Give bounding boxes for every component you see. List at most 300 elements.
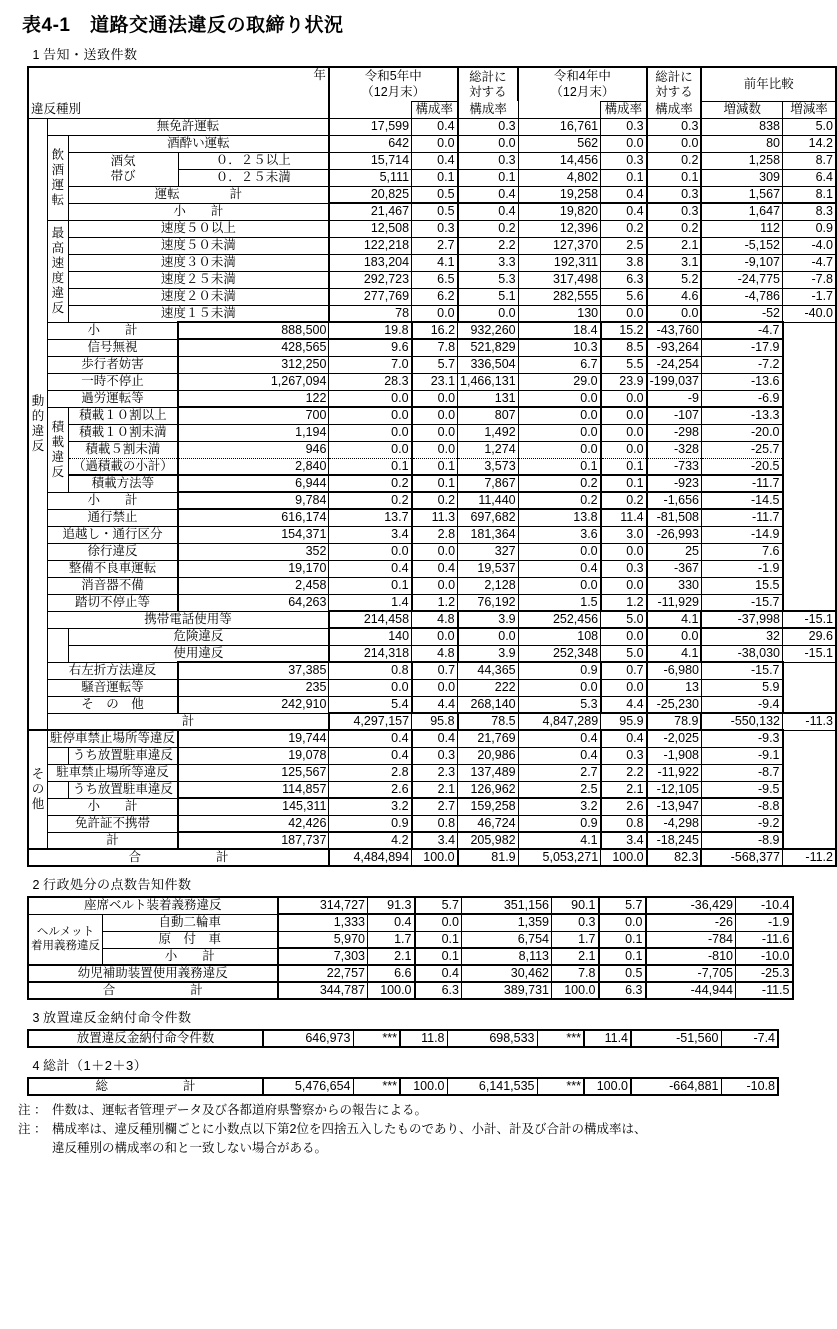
cell-prev-ratio: 0.0: [518, 679, 601, 696]
cell-prev-total-ratio: 0.1: [601, 458, 647, 475]
cell-current-ratio: 6.5: [412, 271, 458, 288]
header-diff-count: 増減数: [701, 101, 782, 118]
cell-prev-count: 327: [458, 543, 519, 560]
cell-diff-rate: -20.5: [701, 458, 782, 475]
footnotes: [18, 1101, 837, 1157]
header-current-count: [329, 101, 412, 118]
table-row: [28, 849, 836, 866]
cell-diff-count: 838: [701, 118, 782, 135]
cell-current-total-ratio: 0.3: [458, 118, 519, 135]
cell-diff-rate: -7.4: [721, 1030, 778, 1047]
cell-diff-rate: 5.0: [783, 118, 836, 135]
cell-current-ratio: 0.0: [329, 441, 412, 458]
table-row: [28, 305, 836, 322]
cell-diff-count: -1,656: [647, 492, 702, 509]
row-label: 幼児補助装置使用義務違反: [28, 965, 278, 982]
cell-prev-count: 126,962: [458, 781, 519, 798]
section-heading-2: [18, 874, 837, 893]
table-row: [28, 560, 836, 577]
cell-current-count: 17,599: [329, 118, 412, 135]
cell-current-total-ratio: 3.4: [412, 832, 458, 849]
cell-diff-rate: -11.2: [783, 849, 836, 866]
cell-prev-count: 222: [458, 679, 519, 696]
cell-current-ratio: 0.4: [329, 747, 412, 764]
cell-current-count: 7,303: [278, 948, 368, 965]
row-label: ０．２５以上: [178, 152, 329, 169]
header-prev-total-ratio: 構成率: [647, 101, 702, 118]
cell-current-total-ratio: 0.4: [458, 203, 519, 220]
cell-current-count: 114,857: [178, 781, 329, 798]
cell-current-ratio: 0.0: [329, 407, 412, 424]
table-grand-total: [27, 1077, 779, 1096]
cell-current-ratio: 4.8: [412, 645, 458, 662]
cell-current-count: 78: [329, 305, 412, 322]
table-row: [28, 152, 836, 169]
vertical-label: 飲 酒 運 転: [47, 135, 68, 220]
cell-diff-count: -24,775: [701, 271, 782, 288]
table-row: [28, 611, 836, 628]
cell-diff-rate: -15.1: [783, 611, 836, 628]
cell-current-total-ratio: 0.0: [412, 577, 458, 594]
cell-diff-rate: -15.1: [783, 645, 836, 662]
cell-current-total-ratio: 0.3: [412, 747, 458, 764]
cell-current-total-ratio: 0.1: [415, 931, 462, 948]
cell-prev-total-ratio: 4.6: [647, 288, 702, 305]
cell-prev-ratio: 5.0: [601, 611, 647, 628]
cell-current-total-ratio: 0.1: [412, 475, 458, 492]
cell-current-count: 2,458: [178, 577, 329, 594]
cell-current-count: 20,825: [329, 186, 412, 203]
row-label: 小 計: [103, 948, 278, 965]
table-abandoned-fines: [27, 1029, 779, 1048]
cell-prev-ratio: 29.0: [518, 373, 601, 390]
cell-prev-count: 268,140: [458, 696, 519, 713]
cell-prev-ratio: 18.4: [518, 322, 601, 339]
row-label: 速度２５未満: [68, 271, 329, 288]
cell-current-total-ratio: 11.3: [412, 509, 458, 526]
cell-current-count: 5,476,654: [263, 1078, 353, 1095]
cell-current-total-ratio: 0.4: [412, 730, 458, 747]
cell-prev-count: 16,761: [518, 118, 601, 135]
cell-diff-count: -664,881: [631, 1078, 721, 1095]
cell-prev-total-ratio: 4.1: [647, 645, 702, 662]
cell-current-count: 5,970: [278, 931, 368, 948]
section-heading-4: [18, 1055, 837, 1074]
cell-diff-count: -810: [646, 948, 736, 965]
cell-prev-total-ratio: 0.2: [601, 492, 647, 509]
cell-current-count: 125,567: [178, 764, 329, 781]
cell-diff-rate: -4.7: [701, 322, 782, 339]
table-row: [28, 897, 793, 914]
table-row: [28, 339, 836, 356]
table-row: [28, 118, 836, 135]
cell-prev-total-ratio: 5.5: [601, 356, 647, 373]
cell-prev-ratio: 1.5: [518, 594, 601, 611]
cell-prev-ratio: 0.1: [601, 169, 647, 186]
cell-prev-count: 14,456: [518, 152, 601, 169]
table-row: [28, 407, 836, 424]
cell-diff-count: -81,508: [647, 509, 702, 526]
cell-current-ratio: 95.8: [412, 713, 458, 730]
header-prev-ratio: 構成率: [601, 101, 647, 118]
cell-current-total-ratio: 0.3: [458, 152, 519, 169]
cell-prev-ratio: 95.9: [601, 713, 647, 730]
row-label: 騒音運転等: [47, 679, 178, 696]
cell-current-ratio: 0.9: [329, 815, 412, 832]
cell-current-ratio: 100.0: [368, 982, 415, 999]
cell-diff-rate: -11.5: [736, 982, 793, 999]
row-label: 免許証不携帯: [47, 815, 178, 832]
row-label: 一時不停止: [47, 373, 178, 390]
indent-spacer: [47, 628, 68, 662]
cell-diff-count: -923: [647, 475, 702, 492]
cell-current-count: 616,174: [178, 509, 329, 526]
cell-current-ratio: 6.2: [412, 288, 458, 305]
cell-current-ratio: 0.1: [412, 169, 458, 186]
cell-prev-total-ratio: 0.0: [647, 628, 702, 645]
cell-prev-ratio: 6.7: [518, 356, 601, 373]
cell-prev-total-ratio: 2.1: [647, 237, 702, 254]
row-label: 運転 計: [68, 186, 329, 203]
cell-prev-total-ratio: 5.2: [647, 271, 702, 288]
cell-current-total-ratio: 0.0: [415, 914, 462, 931]
cell-prev-count: 30,462: [462, 965, 552, 982]
row-label: 信号無視: [47, 339, 178, 356]
cell-current-count: 145,311: [178, 798, 329, 815]
cell-prev-count: 562: [518, 135, 601, 152]
cell-prev-ratio: 7.8: [552, 965, 599, 982]
cell-prev-ratio: 1.7: [552, 931, 599, 948]
cell-current-total-ratio: 2.7: [412, 798, 458, 815]
cell-current-ratio: 0.5: [412, 203, 458, 220]
cell-diff-count: -199,037: [647, 373, 702, 390]
cell-prev-total-ratio: 0.3: [647, 118, 702, 135]
cell-prev-count: 8,113: [462, 948, 552, 965]
header-prev-year: 令和4年中: [518, 67, 646, 84]
cell-prev-total-ratio: 0.3: [647, 186, 702, 203]
cell-prev-total-ratio: 3.4: [601, 832, 647, 849]
cell-prev-total-ratio: 0.1: [601, 475, 647, 492]
table-row: [28, 220, 836, 237]
cell-diff-rate: -9.3: [701, 730, 782, 747]
cell-current-total-ratio: 0.0: [458, 135, 519, 152]
cell-prev-count: 181,364: [458, 526, 519, 543]
cell-current-ratio: 100.0: [412, 849, 458, 866]
cell-current-ratio: 2.7: [412, 237, 458, 254]
cell-diff-rate: -15.7: [701, 662, 782, 679]
cell-current-count: 183,204: [329, 254, 412, 271]
table-row: [28, 135, 836, 152]
cell-diff-count: 80: [701, 135, 782, 152]
table-row: [28, 492, 836, 509]
header-current-ratio: 構成率: [412, 101, 458, 118]
cell-prev-ratio: 0.4: [518, 730, 601, 747]
cell-prev-ratio: 0.4: [601, 186, 647, 203]
row-label: 歩行者妨害: [47, 356, 178, 373]
cell-diff-count: -733: [647, 458, 702, 475]
cell-current-count: 292,723: [329, 271, 412, 288]
cell-diff-rate: -9.1: [701, 747, 782, 764]
cell-current-ratio: 3.4: [329, 526, 412, 543]
cell-prev-ratio: 0.9: [518, 662, 601, 679]
header-kind-label: 違反種別: [31, 102, 82, 116]
cell-diff-count: -44,944: [646, 982, 736, 999]
cell-prev-ratio: 2.5: [518, 781, 601, 798]
cell-prev-total-ratio: 0.0: [601, 679, 647, 696]
cell-current-ratio: 0.4: [368, 914, 415, 931]
cell-current-ratio: 0.0: [329, 543, 412, 560]
cell-diff-count: 309: [701, 169, 782, 186]
cell-prev-ratio: 3.6: [518, 526, 601, 543]
table-row: [28, 815, 836, 832]
cell-current-ratio: 0.0: [329, 424, 412, 441]
row-label: 追越し・通行区分: [47, 526, 178, 543]
cell-current-total-ratio: 11.8: [400, 1030, 447, 1047]
cell-prev-total-ratio: 0.1: [599, 948, 646, 965]
vertical-label: 酒気 帯び: [68, 152, 178, 186]
cell-diff-rate: -4.0: [783, 237, 836, 254]
header-current-total-ratio-top: [458, 67, 519, 101]
cell-current-count: 888,500: [178, 322, 329, 339]
cell-diff-count: -367: [647, 560, 702, 577]
prev-total-line1: 総計に: [655, 69, 693, 84]
cell-prev-count: 282,555: [518, 288, 601, 305]
cell-prev-count: 1,359: [462, 914, 552, 931]
cell-current-ratio: 3.2: [329, 798, 412, 815]
cell-prev-count: 192,311: [518, 254, 601, 271]
row-label: 小 計: [47, 492, 178, 509]
row-label: （過積載の小計）: [68, 458, 178, 475]
table-row: [28, 628, 836, 645]
cell-prev-total-ratio: 0.0: [601, 543, 647, 560]
cell-current-total-ratio: 1.2: [412, 594, 458, 611]
cell-prev-count: 4,847,289: [518, 713, 601, 730]
cell-prev-count: 697,682: [458, 509, 519, 526]
cell-current-ratio: 0.4: [329, 730, 412, 747]
cell-current-ratio: 0.0: [412, 135, 458, 152]
cell-diff-rate: -9.2: [701, 815, 782, 832]
cell-current-ratio: 9.6: [329, 339, 412, 356]
cell-prev-total-ratio: 11.4: [584, 1030, 631, 1047]
cell-current-total-ratio: 78.5: [458, 713, 519, 730]
cell-current-ratio: 6.6: [368, 965, 415, 982]
cell-current-count: 4,484,894: [329, 849, 412, 866]
cell-prev-ratio: 0.0: [518, 577, 601, 594]
cell-diff-rate: -9.5: [701, 781, 782, 798]
table-row: [28, 203, 836, 220]
cell-diff-rate: 5.9: [701, 679, 782, 696]
footnote-2-tag: 注 ：: [18, 1121, 47, 1136]
cell-current-ratio: 0.4: [412, 118, 458, 135]
cell-prev-total-ratio: 6.3: [599, 982, 646, 999]
cell-current-ratio: 0.3: [412, 220, 458, 237]
cell-prev-ratio: 0.0: [518, 390, 601, 407]
table-row: [28, 543, 836, 560]
cell-diff-count: 25: [647, 543, 702, 560]
cell-prev-count: 76,192: [458, 594, 519, 611]
cell-current-count: 1,194: [178, 424, 329, 441]
cell-diff-rate: 8.1: [783, 186, 836, 203]
cell-current-count: 154,371: [178, 526, 329, 543]
cell-prev-count: 2,128: [458, 577, 519, 594]
cell-prev-ratio: 0.4: [518, 560, 601, 577]
table-row: [28, 914, 793, 931]
cell-current-total-ratio: 0.1: [415, 948, 462, 965]
table-row: [28, 577, 836, 594]
cell-diff-count: -18,245: [647, 832, 702, 849]
cell-prev-ratio: 100.0: [601, 849, 647, 866]
footnote-2-text: 構成率は、違反種別欄ごとに小数点以下第2位を四捨五入したものであり、小計、計及び合計の構成率は、: [52, 1121, 647, 1136]
cell-prev-total-ratio: 15.2: [601, 322, 647, 339]
cell-prev-count: 521,829: [458, 339, 519, 356]
cell-current-total-ratio: 5.7: [415, 897, 462, 914]
cell-current-ratio: 0.4: [412, 152, 458, 169]
cell-diff-count: -11,922: [647, 764, 702, 781]
cell-diff-rate: -13.6: [701, 373, 782, 390]
cell-prev-total-ratio: 0.2: [647, 220, 702, 237]
cell-prev-total-ratio: 0.0: [647, 135, 702, 152]
cell-current-total-ratio: 81.9: [458, 849, 519, 866]
cell-diff-count: -26: [646, 914, 736, 931]
cell-diff-rate: -8.8: [701, 798, 782, 815]
cell-prev-total-ratio: 0.1: [647, 169, 702, 186]
cell-diff-count: -328: [647, 441, 702, 458]
cell-prev-total-ratio: 2.2: [601, 764, 647, 781]
table-row: [28, 254, 836, 271]
cell-current-total-ratio: 5.1: [458, 288, 519, 305]
section-number-2: 2: [32, 878, 40, 892]
row-label: 整備不良車運転: [47, 560, 178, 577]
table-row: [28, 509, 836, 526]
cell-current-total-ratio: 3.9: [458, 611, 519, 628]
cell-current-ratio: 7.0: [329, 356, 412, 373]
row-label: 過労運転等: [47, 390, 178, 407]
cell-prev-count: 12,396: [518, 220, 601, 237]
cell-current-total-ratio: 0.4: [412, 560, 458, 577]
cell-current-total-ratio: 2.2: [458, 237, 519, 254]
cell-prev-count: 159,258: [458, 798, 519, 815]
cell-prev-total-ratio: 0.0: [599, 914, 646, 931]
grand-total-label: 合 計: [28, 982, 278, 999]
table-row: [28, 288, 836, 305]
cell-prev-ratio: 0.0: [601, 305, 647, 322]
cell-diff-count: -12,105: [647, 781, 702, 798]
row-label: 使用違反: [68, 645, 329, 662]
cell-current-total-ratio: 0.7: [412, 662, 458, 679]
cell-current-total-ratio: 3.3: [458, 254, 519, 271]
cell-prev-count: 19,258: [518, 186, 601, 203]
section-title-1: 告知・送致件数: [43, 47, 138, 62]
cell-prev-count: 6,141,535: [447, 1078, 537, 1095]
cell-current-total-ratio: 0.4: [458, 186, 519, 203]
row-label: 積載方法等: [68, 475, 178, 492]
cell-diff-count: -7,705: [646, 965, 736, 982]
cell-prev-total-ratio: 2.1: [601, 781, 647, 798]
table-row: [28, 679, 836, 696]
row-label: 酒酔い運転: [68, 135, 329, 152]
cell-current-count: 214,318: [329, 645, 412, 662]
header-corner: [28, 67, 329, 118]
cell-current-count: 1,267,094: [178, 373, 329, 390]
cell-current-count: 352: [178, 543, 329, 560]
cell-current-count: 5,111: [329, 169, 412, 186]
table-row: [28, 594, 836, 611]
cell-diff-count: 112: [701, 220, 782, 237]
cell-diff-rate: 6.4: [783, 169, 836, 186]
cell-diff-rate: -13.3: [701, 407, 782, 424]
cell-diff-rate: -17.9: [701, 339, 782, 356]
cur-total-line1: 総計に: [469, 69, 507, 84]
cell-current-total-ratio: 0.1: [458, 169, 519, 186]
table-row: [28, 237, 836, 254]
cell-diff-rate: -8.7: [701, 764, 782, 781]
cell-diff-count: 32: [701, 628, 782, 645]
header-prev-count: [518, 101, 601, 118]
cell-diff-count: 13: [647, 679, 702, 696]
cell-prev-total-ratio: 78.9: [647, 713, 702, 730]
row-label: 積載１０割未満: [68, 424, 178, 441]
row-label: 放置違反金納付命令件数: [28, 1030, 263, 1047]
cell-current-total-ratio: 0.2: [458, 220, 519, 237]
cell-prev-total-ratio: 0.3: [647, 203, 702, 220]
document-page: [0, 10, 837, 1329]
cell-current-ratio: 19.8: [329, 322, 412, 339]
cell-diff-count: -568,377: [701, 849, 782, 866]
helmet-group-label: ヘルメット 着用義務違反: [28, 914, 103, 965]
cell-prev-count: 336,504: [458, 356, 519, 373]
cell-prev-ratio: 0.4: [601, 203, 647, 220]
cell-prev-total-ratio: 0.5: [599, 965, 646, 982]
row-label: 積載５割未満: [68, 441, 178, 458]
cell-prev-total-ratio: 0.1: [599, 931, 646, 948]
cell-current-ratio: 13.7: [329, 509, 412, 526]
table-row: [28, 713, 836, 730]
cell-diff-count: -4,786: [701, 288, 782, 305]
cell-current-total-ratio: 0.0: [458, 628, 519, 645]
cell-prev-count: 252,456: [518, 611, 601, 628]
cell-prev-ratio: 0.2: [601, 220, 647, 237]
section-number-4: 4: [32, 1059, 40, 1073]
cell-prev-total-ratio: 0.4: [601, 730, 647, 747]
footnote-1-text: 件数は、運転者管理データ及び各都道府県警察からの報告による。: [52, 1103, 428, 1117]
table-row: [28, 982, 793, 999]
cell-diff-rate: -11.6: [736, 931, 793, 948]
cell-prev-ratio: 5.3: [518, 696, 601, 713]
section-heading-1: [18, 44, 837, 63]
cell-prev-total-ratio: 2.6: [601, 798, 647, 815]
cell-diff-rate: -20.0: [701, 424, 782, 441]
cell-diff-count: -26,993: [647, 526, 702, 543]
cell-prev-total-ratio: 8.5: [601, 339, 647, 356]
cell-diff-rate: -14.9: [701, 526, 782, 543]
header-current-year: 令和5年中: [329, 67, 458, 84]
cell-current-count: 946: [178, 441, 329, 458]
section-number-1: 1: [32, 48, 40, 62]
cell-diff-rate: 15.5: [701, 577, 782, 594]
cell-current-count: 242,910: [178, 696, 329, 713]
cell-prev-count: 1,492: [458, 424, 519, 441]
cell-prev-count: 137,489: [458, 764, 519, 781]
cell-prev-ratio: 0.9: [518, 815, 601, 832]
cell-diff-rate: 14.2: [783, 135, 836, 152]
footnote-2-continued: 違反種別の構成率の和と一致しない場合がある。: [52, 1140, 328, 1155]
cell-prev-total-ratio: 0.3: [601, 747, 647, 764]
cell-current-count: 15,714: [329, 152, 412, 169]
row-label: うち放置駐車違反: [68, 781, 178, 798]
header-diff-rate: 増減率: [783, 101, 836, 118]
header-prev-total-ratio-top: [647, 67, 702, 101]
cell-prev-count: 46,724: [458, 815, 519, 832]
